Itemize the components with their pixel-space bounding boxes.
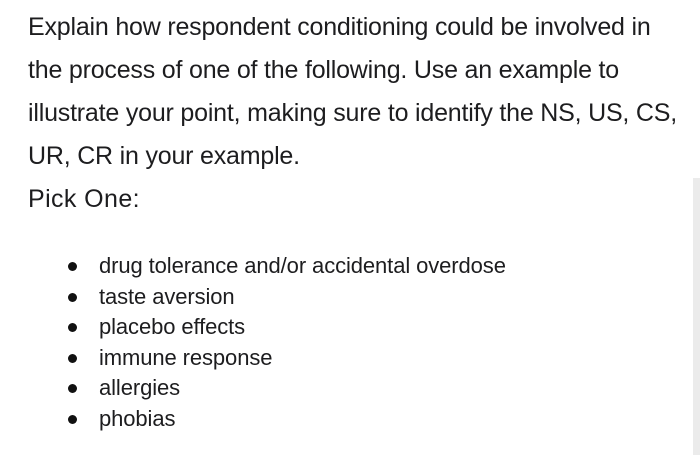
option-label: allergies <box>99 375 181 400</box>
question-prompt <box>28 6 688 178</box>
option-label: phobias <box>99 405 176 431</box>
option-label: placebo effects <box>99 314 246 339</box>
bullet-icon <box>68 323 77 332</box>
bullet-icon <box>68 354 77 363</box>
question-text-part2: of the following. Use an example to illustrate your point, making sure to identify the NS, US, CS, UR, CR in your example. <box>28 56 678 170</box>
question-text-part1: Explain how respondent conditioning could be involved in the process of <box>28 13 651 84</box>
pick-one-label: Pick One: <box>28 185 140 213</box>
option-label: immune response <box>99 344 273 370</box>
list-item <box>68 373 506 404</box>
option-label: drug tolerance and/or accidental overdose <box>99 253 506 278</box>
question-emphasis: one <box>188 56 231 84</box>
scrollbar[interactable] <box>693 178 700 455</box>
bullet-icon <box>68 384 77 393</box>
list-item <box>68 343 506 374</box>
bullet-icon <box>68 262 77 271</box>
bullet-icon <box>68 415 77 424</box>
list-item <box>68 282 506 313</box>
list-item <box>68 404 506 435</box>
question-content <box>28 6 688 221</box>
list-item <box>68 251 506 282</box>
option-label: taste aversion <box>99 283 235 309</box>
list-item <box>68 312 506 343</box>
bullet-icon <box>68 293 77 302</box>
options-list <box>68 251 506 434</box>
